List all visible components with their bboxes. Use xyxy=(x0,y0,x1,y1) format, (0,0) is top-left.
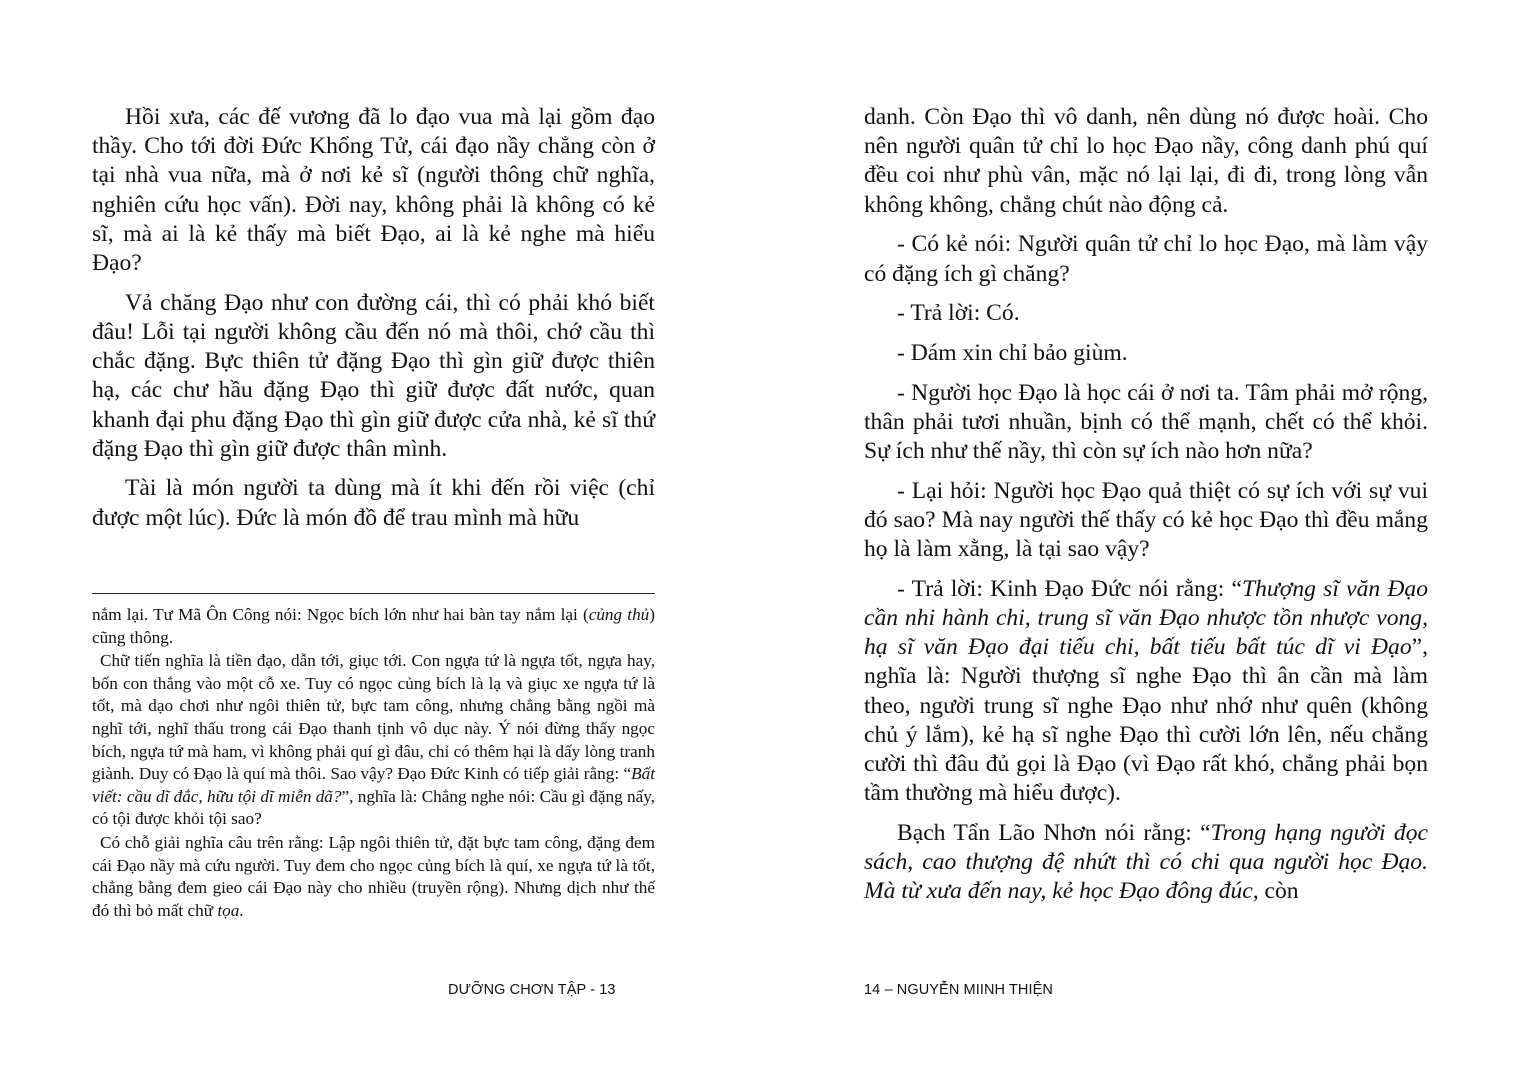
paragraph: - Có kẻ nói: Người quân tử chỉ lo học Đạo, mà làm vậy có đặng ích gì chăng? xyxy=(864,231,1428,287)
paragraph: - Người học Đạo là học cái ở nơi ta. Tâm phải mở rộng, thân phải tươi nhuần, bịnh có thể mạnh, chết có thể khỏi. Sự ích như thế nầy, thì còn sự ích nào hơn nữa? xyxy=(864,379,1428,465)
footnote-text: Chữ tiến nghĩa là tiền đạo, dẫn tới, giục tới. Con ngựa tứ là ngựa tốt, ngựa hay, bốn con thắng vào một cỗ xe. Tuy có ngọc củng bích là lạ và giục xe ngựa tứ là tốt, mà dạo chơi như ngôi thiên tử, bực tam công, nhưng chẳng bằng ngồi mà nghĩ tới, nghĩ thấu trong cái Đạo thanh tịnh vô dục này. Ý nói đừng thấy ngọc bích, ngựa tứ mà ham, vì không phải quí gì đâu, chỉ có thêm hại là dấy lòng tranh giành. Duy có Đạo là quí mà thôi. Sao vậy? Đạo Đức Kinh có tiếp giải rằng: “ xyxy=(92,651,655,784)
paragraph: - Trả lời: Có. xyxy=(897,300,1020,327)
paragraph-text: còn xyxy=(1258,878,1299,905)
footnote-text: Có chỗ giải nghĩa câu trên rằng: Lập ngôi thiên tử, đặt bực tam công, đặng đem cái Đạo nầy mà cứu người. Tuy đem cho ngọc củng bích là quí, xe ngựa tứ là tốt, chẳng bằng đem gieo cái Đạo này cho nhiều (truyền rộng). Nhưng dịch như thế đó thì bỏ mất chữ xyxy=(92,832,655,920)
footnote xyxy=(92,832,655,922)
footnote xyxy=(92,650,655,831)
page-footer: 14 – NGUYỄN MIINH THIỆN xyxy=(864,982,1053,998)
paragraph: Tài là món người ta dùng mà ít khi đến rồi việc (chỉ được một lúc). Đức là món đồ để trau mình mà hữu xyxy=(92,475,655,531)
page-footer: DƯỠNG CHƠN TẬP - 13 xyxy=(448,982,616,998)
footnotes xyxy=(92,604,655,922)
footnote-italic: Bất viết: cầu dĩ đắc, hữu tội dĩ miễn dã? xyxy=(92,764,655,806)
footnote-italic: tọa xyxy=(217,900,240,920)
paragraph: danh. Còn Đạo thì vô danh, nên dùng nó được hoài. Cho nên người quân tử chỉ lo học Đạo nầy, công danh phú quí đều coi như phù vân, mặc nó lại lại, đi đi, trong lòng vẫn không không, chẳng chút nào động cả. xyxy=(864,104,1428,218)
footnote-divider xyxy=(92,593,655,594)
paragraph-italic: Trong hạng người đọc sách, cao thượng đệ nhứt thì có chi qua người học Đạo. Mà từ xưa đến nay, kẻ học Đạo đông đúc, xyxy=(864,819,1429,905)
right-page-body xyxy=(864,103,1428,907)
paragraph xyxy=(864,575,1428,809)
paragraph-text: - Trả lời: Kinh Đạo Đức nói rằng: “ xyxy=(897,575,1242,602)
paragraph-text: Bạch Tẩn Lão Nhơn nói rằng: “ xyxy=(897,819,1211,846)
footnote-italic: củng thủ xyxy=(588,605,650,624)
footnote-text: ”, nghĩa là: Chẳng nghe nói: Cầu gì đặng nấy, có tội được khỏi tội sao? xyxy=(92,786,655,829)
paragraph xyxy=(864,819,1428,907)
paragraph: - Dám xin chỉ bảo giùm. xyxy=(897,339,1128,366)
paragraph: - Lại hỏi: Người học Đạo quả thiệt có sự ích với sự vui đó sao? Mà nay người thế thấy có kẻ học Đạo thì đều mắng họ là làm xằng, là tại sao vậy? xyxy=(864,477,1428,563)
paragraph: Hồi xưa, các đế vương đã lo đạo vua mà lại gồm đạo thầy. Cho tới đời Đức Khổng Tử, cái đạo nầy chẳng còn ở tại nhà vua nữa, mà ở nơi kẻ sĩ (người thông chữ nghĩa, nghiên cứu học vấn). Đời nay, không phải là không có kẻ sĩ, mà ai là kẻ thấy mà biết Đạo, ai là kẻ nghe mà hiểu Đạo? xyxy=(92,104,655,277)
left-page-body xyxy=(92,103,655,533)
footnote-text: ) cũng thông. xyxy=(92,605,656,647)
footnote-text: . xyxy=(239,900,244,920)
footnote xyxy=(92,604,655,649)
paragraph-italic: Thượng sĩ văn Đạo cần nhi hành chi, trung sĩ văn Đạo nhược tồn nhược vong, hạ sĩ văn Đạo đại tiếu chi, bất tiếu bất túc dĩ vi Đạo xyxy=(864,575,1428,661)
paragraph-text: ”, nghĩa là: Người thượng sĩ nghe Đạo thì ân cần mà làm theo, người trung sĩ nghe Đạo như nhớ như quên (không chủ ý lắm), kẻ hạ sĩ nghe Đạo thì cười lớn lên, nếu chẳng cười thì đâu đủ gọi là Đạo (vì Đạo rất khó, chẳng phải bọn tầm thường mà hiểu được). xyxy=(864,634,1428,807)
footnote-text: nắm lại. Tư Mã Ôn Công nói: Ngọc bích lớn như hai bàn tay nắm lại ( xyxy=(92,605,589,624)
paragraph: Vả chăng Đạo như con đường cái, thì có phải khó biết đâu! Lỗi tại người không cầu đến nó mà thôi, chớ cầu thì chắc đặng. Bực thiên tử đặng Đạo thì gìn giữ được thiên hạ, các chư hầu đặng Đạo thì giữ được đất nước, quan khanh đại phu đặng Đạo thì gìn giữ được cửa nhà, kẻ sĩ thứ đặng Đạo thì gìn giữ được thân mình. xyxy=(92,289,655,462)
